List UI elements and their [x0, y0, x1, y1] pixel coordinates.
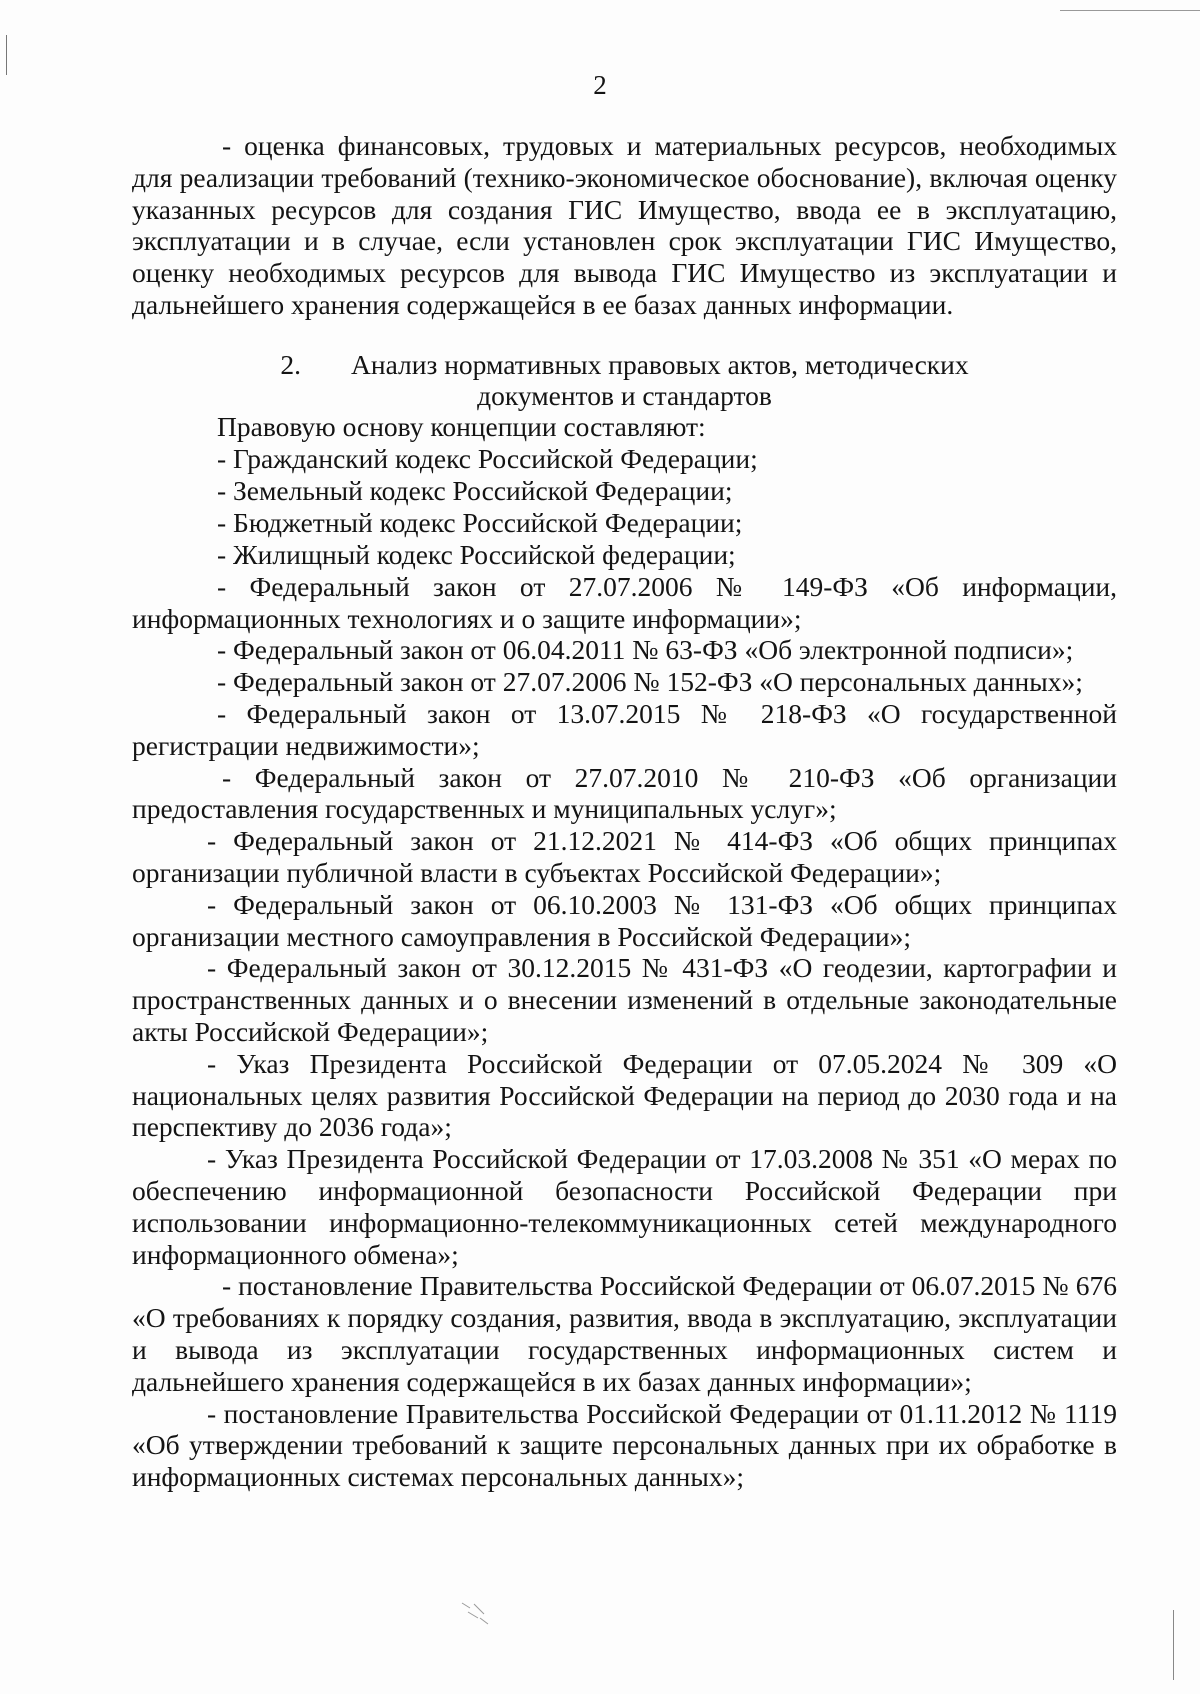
list-item: - Федеральный закон от 30.12.2015 № 431-ФЗ «О геодезии, картографии и пространственных данных и о внесении изменений в отдельные законодательные акты Российской Федерации»; [132, 952, 1117, 1047]
list-item: - Федеральный закон от 27.07.2006 № 152-ФЗ «О персональных данных»; [217, 666, 1083, 698]
document-body [132, 130, 1117, 1493]
list-item: - Федеральный закон от 21.12.2021 № 414-ФЗ «Об общих принципах организации публичной власти в субъектах Российской Федерации»; [132, 825, 1117, 888]
list-item: - Бюджетный кодекс Российской Федерации; [217, 506, 743, 538]
list-item: - Жилищный кодекс Российской федерации; [217, 538, 736, 570]
list-item: - Земельный кодекс Российской Федерации; [217, 474, 733, 506]
list-item: - постановление Правительства Российской Федерации от 06.07.2015 № 676 «О требованиях к порядку создания, развития, ввода в эксплуатацию, эксплуатации и вывода из эксплуатации государственных информационных систем и дальнейшего хранения содержащейся в их базах данных информации»; [132, 1270, 1117, 1397]
list-item: - Федеральный закон от 27.07.2006 № 149-ФЗ «Об информации, информационных технологиях и о защите информации»; [132, 570, 1117, 634]
section-number: 2. [280, 348, 302, 380]
scan-artifact-line [6, 35, 7, 75]
scan-artifact-line [1173, 1610, 1174, 1680]
page-number: 2 [593, 70, 607, 100]
list-item: - Федеральный закон от 13.07.2015 № 218-ФЗ «О государственной регистрации недвижимости»; [132, 697, 1117, 761]
section-heading-line1 [132, 349, 1117, 380]
section-heading [132, 349, 1117, 411]
intro-paragraph: - оценка финансовых, трудовых и материальных ресурсов, необходимых для реализации требований (технико-экономическое обоснование), включая оценку указанных ресурсов для создания ГИС Имущество, ввода ее в эксплуатацию, эксплуатации и в случае, если установлен срок эксплуатации ГИС Имущество, оценку необходимых ресурсов для вывода ГИС Имущество из эксплуатации и дальнейшего хранения содержащейся в ее базах данных информации. [132, 130, 1117, 320]
list-item: - Гражданский кодекс Российской Федерации; [217, 442, 758, 474]
list-item: - Федеральный закон от 06.10.2003 № 131-ФЗ «Об общих принципах организации местного самоуправления в Российской Федерации»; [132, 888, 1117, 952]
list-item: - постановление Правительства Российской Федерации от 01.11.2012 № 1119 «Об утверждении требований к защите персональных данных при их обработке в информационных системах персональных данных»; [132, 1397, 1117, 1493]
list-item: - Указ Президента Российской Федерации от 17.03.2008 № 351 «О мерах по обеспечению информационной безопасности Российской Федерации при использовании информационно-телекоммуникационных сетей международного информационного обмена»; [132, 1143, 1117, 1270]
scan-artifact-smudge [460, 1600, 490, 1626]
scan-artifact-line [1060, 10, 1200, 11]
list-item: - Федеральный закон от 27.07.2010 № 210-ФЗ «Об организации предоставления государственных и муниципальных услуг»; [132, 761, 1117, 825]
lead-text: Правовую основу концепции составляют: [217, 410, 706, 442]
list-item: - Федеральный закон от 06.04.2011 № 63-ФЗ «Об электронной подписи»; [217, 634, 1074, 666]
section-title-line2: документов и стандартов [477, 379, 772, 411]
section-title-line1: Анализ нормативных правовых актов, методических [351, 348, 969, 380]
list-item: - Указ Президента Российской Федерации от 07.05.2024 № 309 «О национальных целях развития Российской Федерации на период до 2030 года и на перспективу до 2036 года»; [132, 1047, 1117, 1143]
